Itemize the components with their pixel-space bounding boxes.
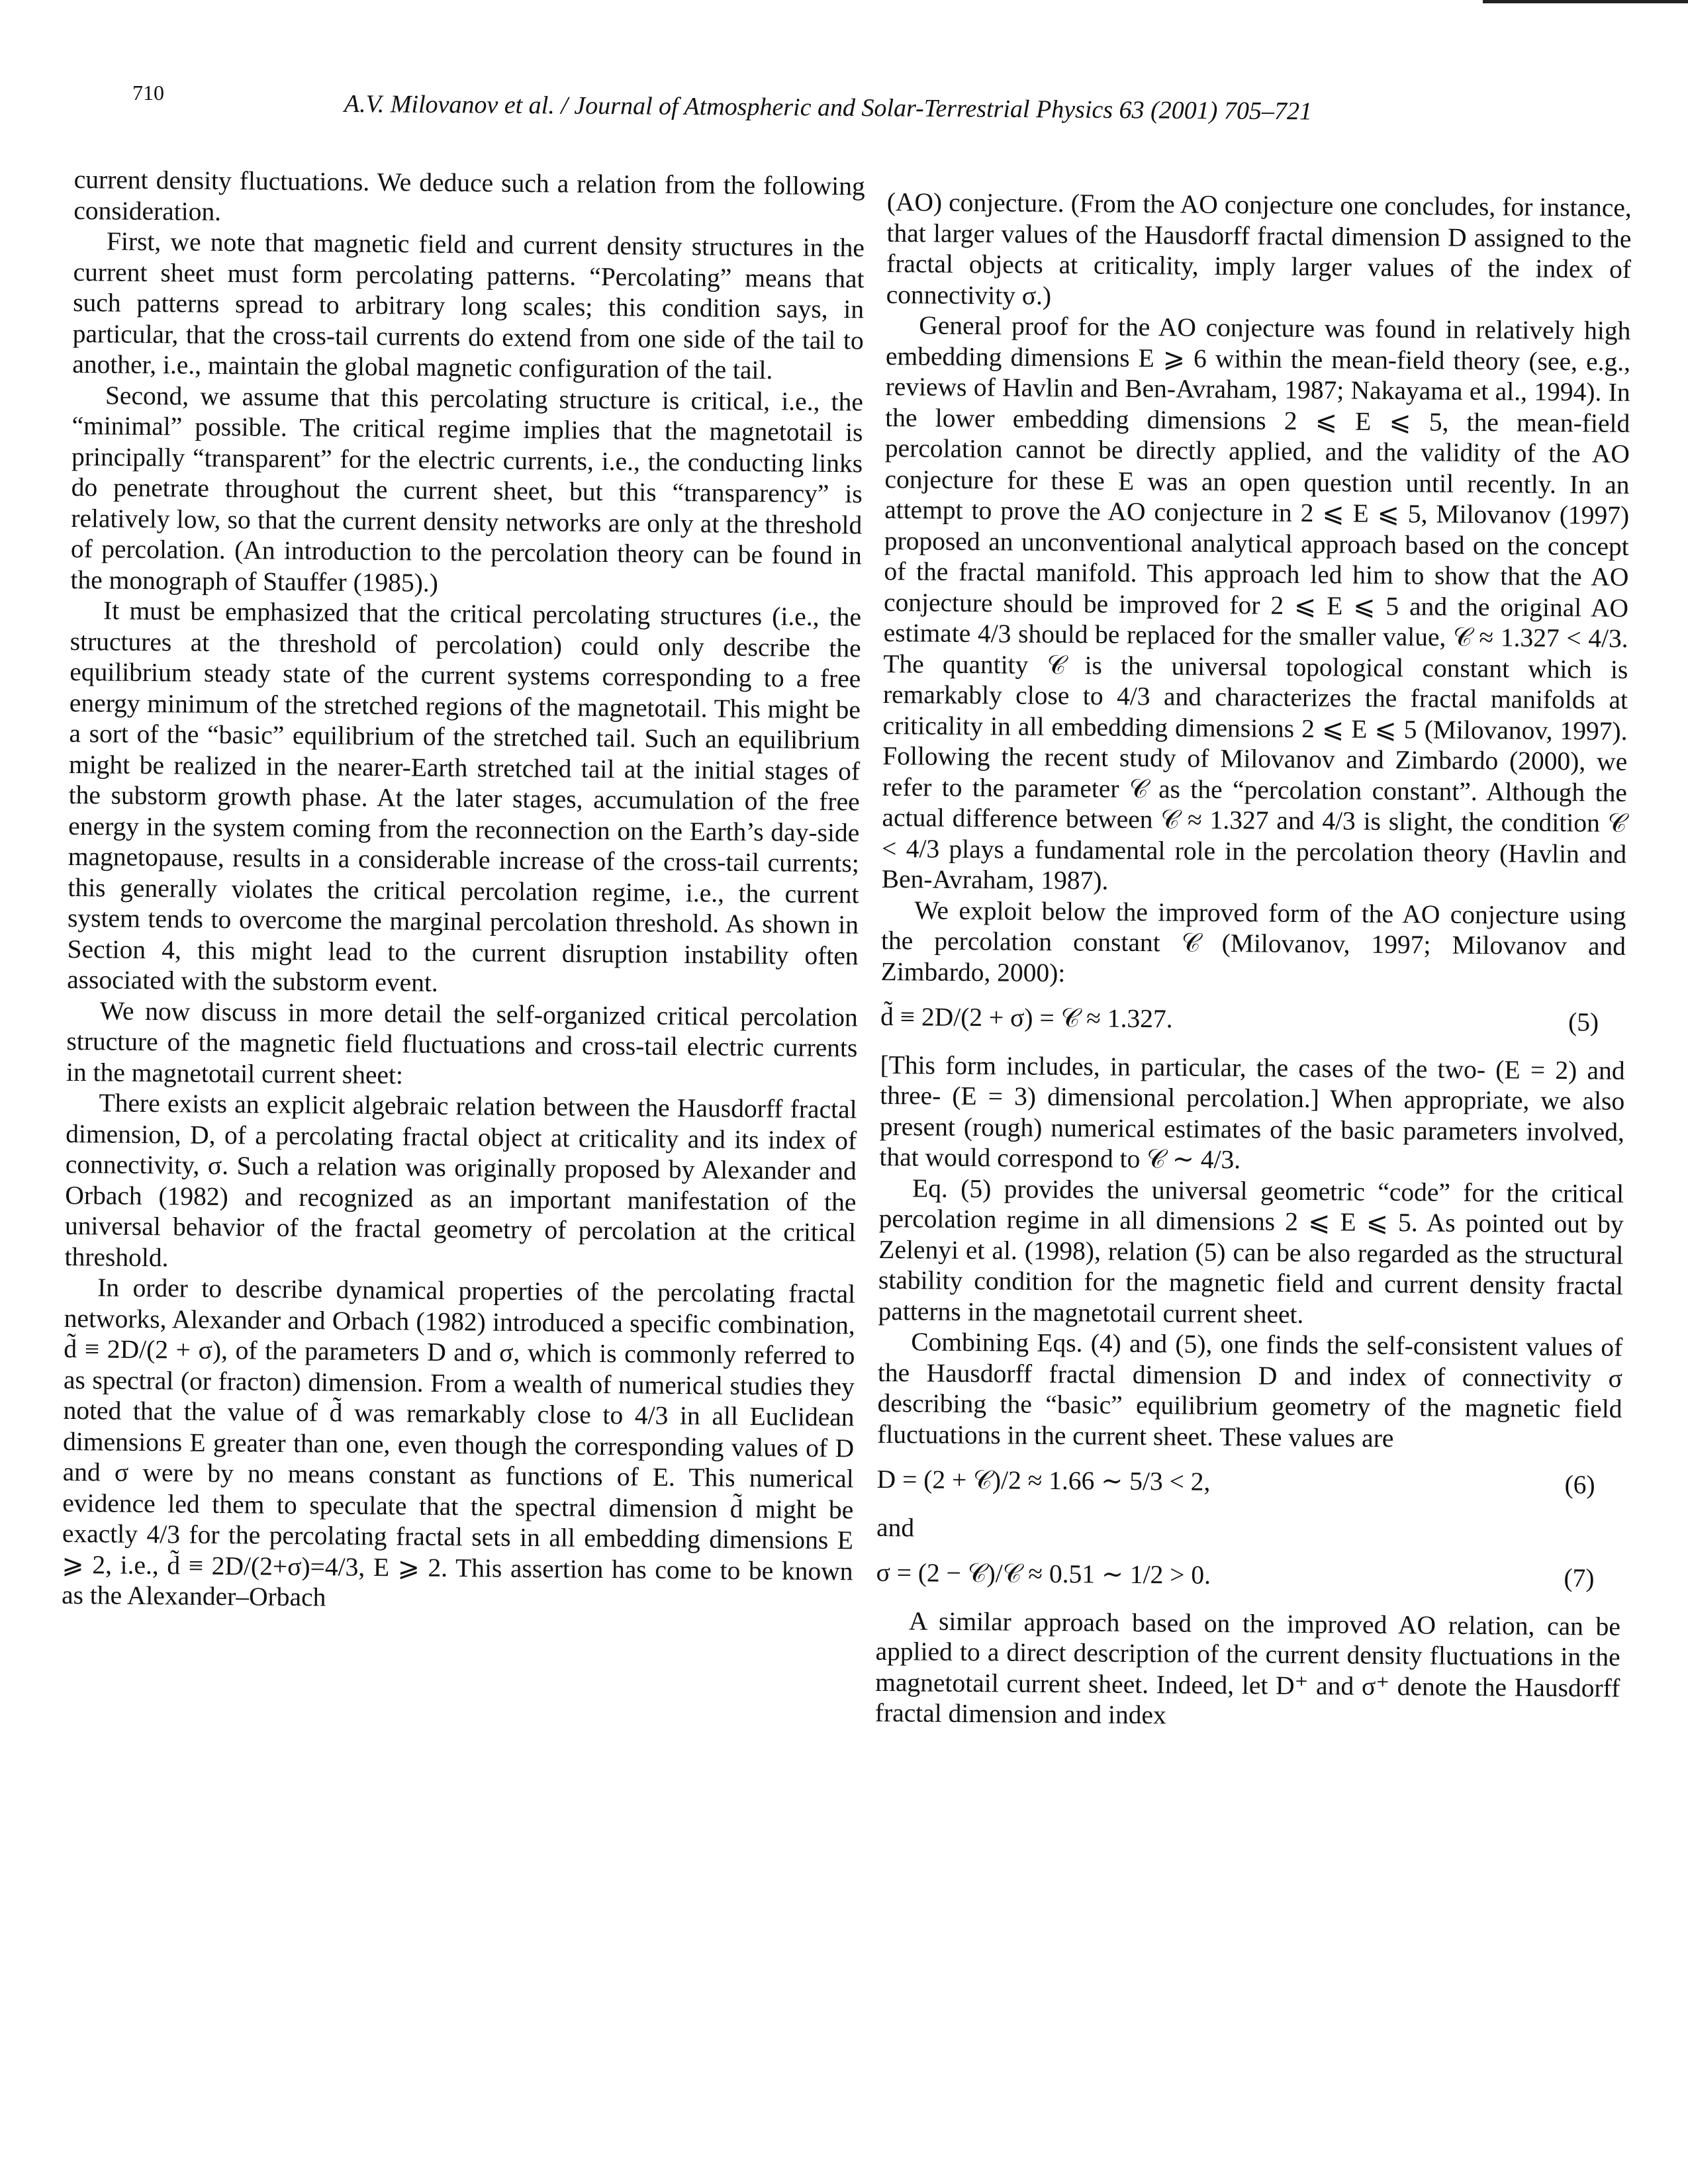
paragraph: First, we note that magnetic field and current density structures in the current sheet must form percolating patterns. “Percolating” means that such patterns spread to arbitrary long scales; this condition says, in particular, that the cross-tail currents do extend from one side of the tail to another, i.e., maintain the global magnetic configuration of the tail. [72, 226, 865, 385]
equation-text: d̃ ≡ 2D/(2 + σ) = 𝒞 ≈ 1.327. [880, 1001, 1173, 1034]
equation-number: (6) [1564, 1470, 1595, 1500]
equation-6 [876, 1464, 1621, 1500]
paragraph: It must be emphasized that the critical percolating structures (i.e., the structures at the threshold of percolation) could only describe the equilibrium steady state of the current systems corresponding to a free energy minimum of the stretched regions of the magnetotail. This might be a sort of the “basic” equilibrium of the stretched tail. Such an equilibrium might be realized in the nearer-Earth stretched tail at the initial stages of the substorm growth phase. At the later stages, accumulation of the free energy in the system coming from the reconnection on the Earth’s day-side magnetopause, results in a considerable increase of the cross-tail currents; this generally violates the critical percolation regime, i.e., the current system tends to overcome the marginal percolation threshold. As shown in Section 4, this might lead to the current disruption instability often associated with the substorm event. [67, 596, 862, 997]
connector-word: and [876, 1512, 915, 1542]
paragraph: [This form includes, in particular, the cases of the two- (E = 2) and three- (E = 3) dimensional percolation.] When appropriate, we also present (rough) numerical estimates of the basic parameters involved, that would correspond to 𝒞 ∼ 4/3. [879, 1050, 1625, 1175]
left-column [62, 164, 865, 1617]
paragraph: Eq. (5) provides the universal geometric “code” for the critical percolation regime in all dimensions 2 ⩽ E ⩽ 5. As pointed out by Zelenyi et al. (1998), relation (5) can be also regarded as the structural stability condition for the magnetic field and current density fractal patterns in the magnetotail current sheet. [878, 1173, 1624, 1329]
running-title: A.V. Milovanov et al. / Journal of Atmospheric and Solar-Terrestrial Physics 63 (2001) 705–721 [344, 89, 1313, 126]
paragraph: There exists an explicit algebraic relation between the Hausdorff fractal dimension, D, of a percolating fractal object at criticality and its index of connectivity, σ. Such a relation was originally proposed by Alexander and Orbach (1982) and recognized as an important manifestation of the universal behavior of the fractal geometry of percolation at the critical threshold. [64, 1088, 857, 1272]
equation-number: (7) [1564, 1563, 1595, 1593]
paragraph: A similar approach based on the improved AO relation, can be applied to a direct description of the current density fluctuations in the magnetotail current sheet. Indeed, let D⁺ and σ⁺ denote the Hausdorff fractal dimension and index [874, 1606, 1621, 1730]
paragraph: In order to describe dynamical properties of the percolating fractal networks, Alexander and Orbach (1982) introduced a specific combination, d̃ ≡ 2D/(2 + σ), of the parameters D and σ, which is commonly referred to as spectral (or fracton) dimension. From a wealth of numerical studies they noted that the value of d̃ was remarkably close to 4/3 in all Euclidean dimensions E greater than one, even though the corresponding values of D and σ were by no means constant as functions of E. This numerical evidence led them to speculate that the spectral dimension d̃ might be exactly 4/3 for the percolating fractal sets in all embedding dimensions E ⩾ 2, i.e., d̃ ≡ 2D/(2+σ)=4/3, E ⩾ 2. This assertion has come to be known as the Alexander–Orbach [61, 1273, 856, 1612]
paragraph: Combining Eqs. (4) and (5), one finds the self-consistent values of the Hausdorff fractal dimension D and index of connectivity σ describing the “basic” equilibrium geometry of the magnetic field fluctuations in the current sheet. These values are [877, 1327, 1623, 1453]
paragraph: General proof for the AO conjecture was found in relatively high embedding dimensions E ⩾ 6 within the mean-field theory (see, e.g., reviews of Havlin and Ben-Avraham, 1987; Nakayama et al., 1994). In the lower embedding dimensions 2 ⩽ E ⩽ 5, the mean-field percolation cannot be directly applied, and the validity of the AO conjecture for these E was an open question until recently. In an attempt to prove the AO conjecture in 2 ⩽ E ⩽ 5, Milovanov (1997) proposed an unconventional analytical approach based on the concept of the fractal manifold. This approach led him to show that the AO conjecture should be improved for 2 ⩽ E ⩽ 5 and the original AO estimate 4/3 should be replaced for the smaller value, 𝒞 ≈ 1.327 < 4/3. The quantity 𝒞 is the universal topological constant which is remarkably close to 4/3 and characterizes the fractal manifolds at criticality in all embedding dimensions 2 ⩽ E ⩽ 5 (Milovanov, 1997). Following the recent study of Milovanov and Zimbardo (2000), we refer to the parameter 𝒞 as the “percolation constant”. Although the actual difference between 𝒞 ≈ 1.327 and 4/3 is slight, the condition 𝒞 < 4/3 plays a fundamental role in the percolation theory (Havlin and Ben-Avraham, 1987). [881, 310, 1631, 895]
right-column [875, 187, 1632, 1734]
paragraph: (AO) conjecture. (From the AO conjecture one concludes, for instance, that larger values of the Hausdorff fractal dimension D assigned to the fractal objects at criticality, imply larger values of the index of connectivity σ.) [886, 187, 1632, 310]
equation-text: σ = (2 − 𝒞)/𝒞 ≈ 0.51 ∼ 1/2 > 0. [876, 1557, 1211, 1590]
top-rule [1483, 0, 1688, 3]
paragraph: Second, we assume that this percolating structure is critical, i.e., the “minimal” possible. The critical regime implies that the magnetotail is principally “transparent” for the electric currents, i.e., the conducting links do penetrate throughout the current sheet, but this “transparency” is relatively low, so that the current density networks are only at the threshold of percolation. (An introduction to the percolation theory can be found in the monograph of Stauffer (1985).) [70, 380, 864, 598]
page-number: 710 [132, 81, 164, 105]
equation-7 [876, 1557, 1620, 1594]
equation-number: (5) [1568, 1007, 1599, 1037]
equation-5 [880, 1001, 1625, 1038]
paragraph: We now discuss in more detail the self-organized critical percolation structure of the magnetic field fluctuations and cross-tail electric currents in the magnetotail current sheet: [66, 995, 858, 1089]
paragraph: current density fluctuations. We deduce such a relation from the following consideration. [73, 164, 865, 226]
equation-text: D = (2 + 𝒞)/2 ≈ 1.66 ∼ 5/3 < 2, [876, 1464, 1211, 1496]
paragraph: We exploit below the improved form of the AO conjecture using the percolation constant 𝒞 (Milovanov, 1997; Milovanov and Zimbardo, 2000): [880, 895, 1626, 987]
